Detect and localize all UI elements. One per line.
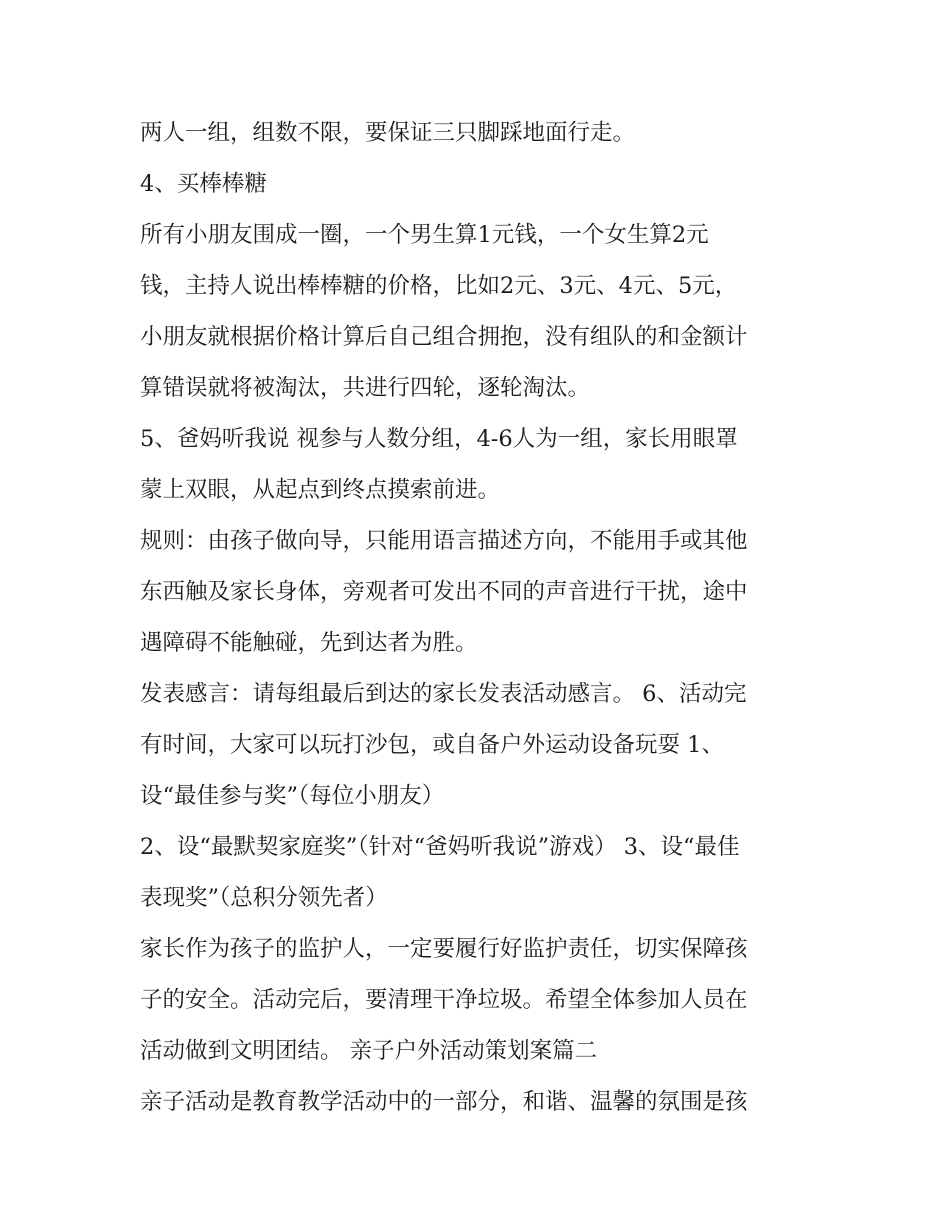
text-line: 算错误就将被淘汰，共进行四轮，逐轮淘汰。: [140, 375, 591, 401]
text-line: 子的安全。活动完后，要清理干净垃圾。希望全体参加人员在: [140, 987, 748, 1013]
text-line: 遇障碍不能触碰，先到达者为胜。: [140, 630, 478, 656]
document-body: [140, 108, 830, 1128]
text-line: 家长作为孩子的监护人，一定要履行好监护责任，切实保障孩: [140, 936, 748, 962]
text-line: 设“最佳参与奖”（每位小朋友）: [140, 783, 445, 809]
text-line: 活动做到文明团结。 亲子户外活动策划案篇二: [140, 1038, 598, 1064]
text-line: 5、爸妈听我说 视参与人数分组，4-6人为一组，家长用眼罩: [140, 426, 738, 452]
text-line: 小朋友就根据价格计算后自己组合拥抱，没有组队的和金额计: [140, 324, 748, 350]
text-line: 2、设“最默契家庭奖”（针对“爸妈听我说”游戏） 3、设“最佳: [140, 834, 740, 860]
section-heading: 4、买棒棒糖: [140, 171, 267, 197]
text-line: 所有小朋友围成一圈，一个男生算1元钱，一个女生算2元: [140, 222, 709, 248]
text-line: 规则：由孩子做向导，只能用语言描述方向，不能用手或其他: [140, 528, 748, 554]
text-line: 发表感言：请每组最后到达的家长发表活动感言。 6、活动完: [140, 681, 747, 707]
text-line: 亲子活动是教育教学活动中的一部分，和谐、温馨的氛围是孩: [140, 1089, 748, 1115]
text-line: 东西触及家长身体，旁观者可发出不同的声音进行干扰，途中: [140, 579, 748, 605]
text-line: 蒙上双眼，从起点到终点摸索前进。: [140, 477, 501, 503]
text-line: 表现奖”（总积分领先者）: [140, 885, 388, 911]
text-line: 两人一组，组数不限，要保证三只脚踩地面行走。: [140, 120, 636, 146]
text-line: 有时间，大家可以玩打沙包，或自备户外运动设备玩耍 1、: [140, 732, 724, 758]
text-line: 钱，主持人说出棒棒糖的价格，比如2元、3元、4元、5元，: [140, 273, 738, 299]
